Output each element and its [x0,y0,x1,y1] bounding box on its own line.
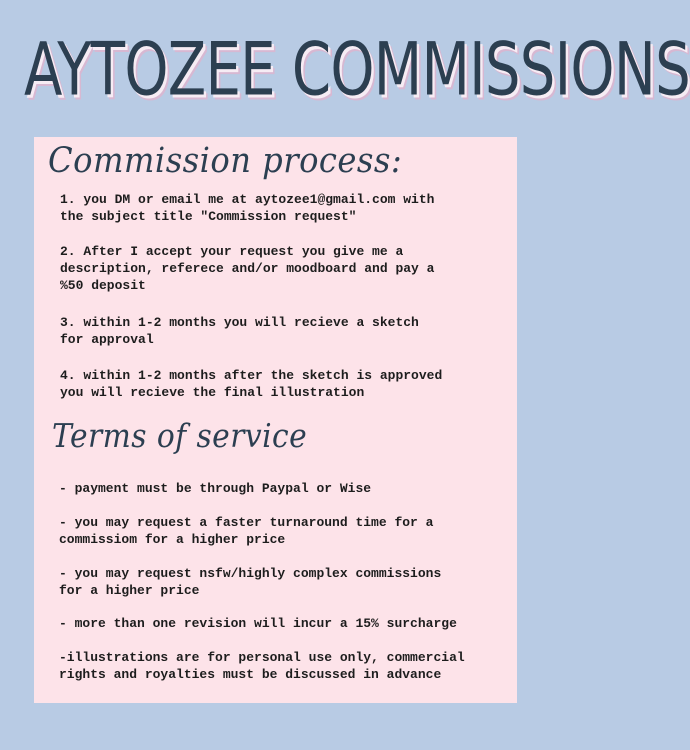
process-step-2: 2. After I accept your request you give me a description, referece and/or moodboard and pay a %50 deposit [60,244,435,293]
terms-item-1: - payment must be through Paypal or Wise [59,481,372,496]
terms-item-2: - you may request a faster turnaround time for a commissiom for a higher price [59,515,434,547]
commission-process-heading: Commission process: [48,141,403,181]
terms-item-3: - you may request nsfw/highly complex commissions for a higher price [59,566,442,598]
terms-of-service-heading: Terms of service [52,416,308,455]
terms-item-4: - more than one revision will incur a 15% surcharge [59,616,457,631]
process-step-3: 3. within 1-2 months you will recieve a sketch for approval [60,315,419,347]
terms-item-5: -illustrations are for personal use only, commercial rights and royalties must be discussed in advance [59,650,465,682]
process-step-1: 1. you DM or email me at aytozee1@gmail.com with the subject title "Commission request" [60,192,435,224]
process-step-4: 4. within 1-2 months after the sketch is approved you will recieve the final illustration [60,368,443,400]
commission-info-card [34,137,517,703]
page-title: AYTOZEE COMMISSIONS [24,26,690,112]
